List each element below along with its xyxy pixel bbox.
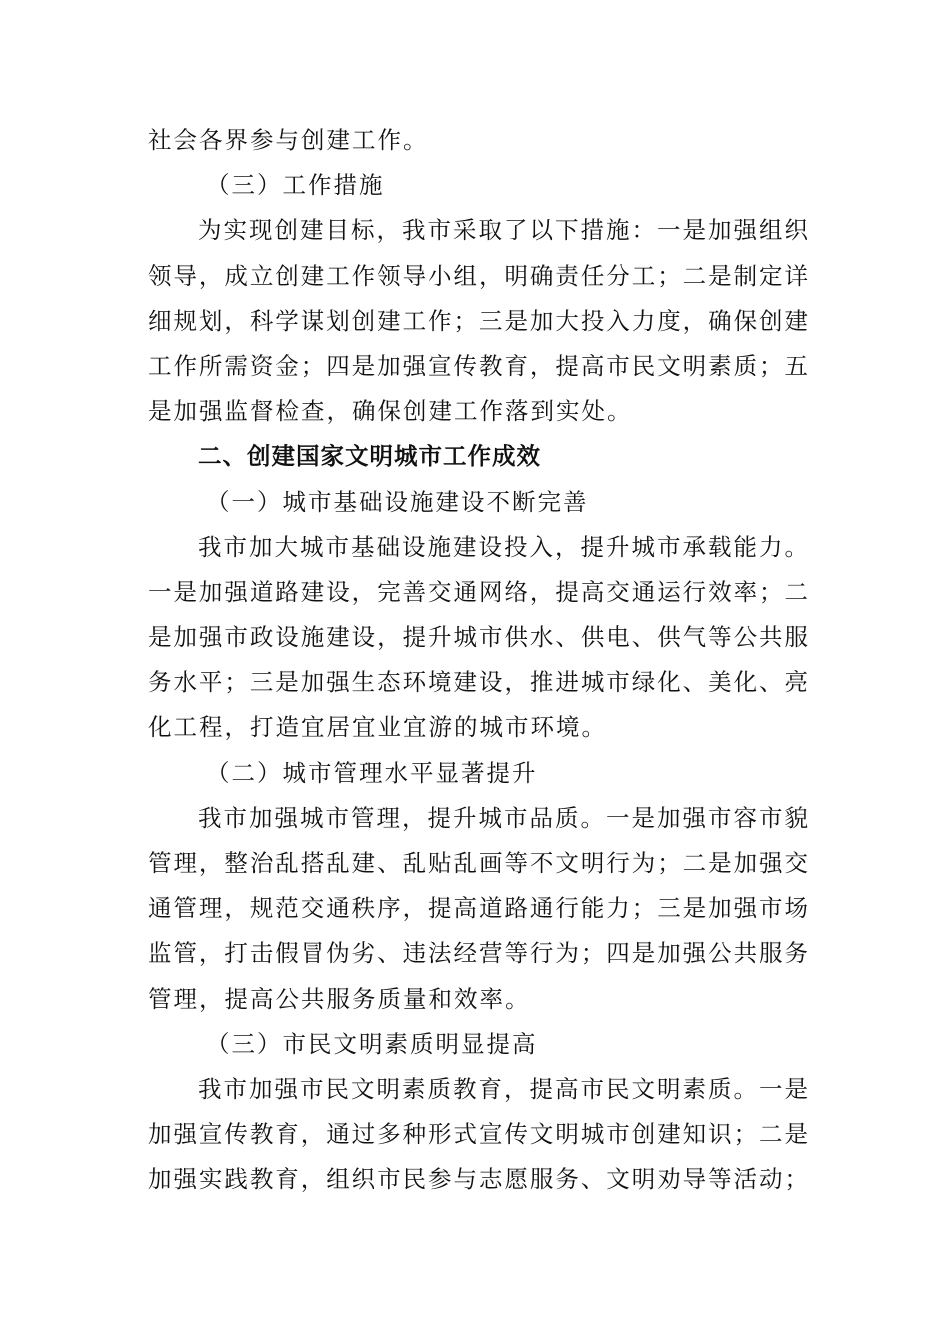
text-line: 化工程，打造宜居宜业宜游的城市环境。 [148, 713, 607, 742]
text-line: 管理，整治乱搭乱建、乱贴乱画等不文明行为；二是加强交 [148, 849, 808, 877]
subsection-heading: （二）城市管理水平显著提升 [206, 758, 538, 787]
text-line: 我市加强市民文明素质教育，提高市民文明素质。一是 [198, 1074, 808, 1103]
text-line: 加强宣传教育，通过多种形式宣传文明城市创建知识；二是 [148, 1120, 808, 1149]
text-line: 领导，成立创建工作领导小组，明确责任分工；二是制定详 [148, 261, 808, 290]
subsection-heading: （三）工作措施 [206, 171, 385, 200]
text-line: 我市加大城市基础设施建设投入，提升城市承载能力。 [198, 532, 808, 561]
text-line: 细规划，科学谋划创建工作；三是加大投入力度，确保创建 [148, 306, 808, 335]
subsection-heading: （一）城市基础设施建设不断完善 [206, 487, 589, 516]
text-line: 管理，提高公共服务质量和效率。 [148, 984, 531, 1013]
text-line: 社会各界参与创建工作。 [148, 126, 429, 154]
text-line: 是加强市政设施建设，提升城市供水、供电、供气等公共服 [148, 623, 808, 652]
subsection-heading: （三）市民文明素质明显提高 [206, 1029, 538, 1058]
text-line: 一是加强道路建设，完善交通网络，提高交通运行效率；二 [148, 577, 808, 606]
text-line: 通管理，规范交通秩序，提高道路通行能力；三是加强市场 [148, 894, 808, 923]
text-line: 是加强监督检查，确保创建工作落到实处。 [148, 397, 633, 426]
section-heading: 二、创建国家文明城市工作成效 [198, 442, 541, 471]
text-line: 加强实践教育，组织市民参与志愿服务、文明劝导等活动； [148, 1165, 808, 1194]
text-line: 我市加强城市管理，提升城市品质。一是加强市容市貌 [198, 803, 808, 832]
document-page [148, 118, 808, 1203]
text-line: 监管，打击假冒伪劣、违法经营等行为；四是加强公共服务 [148, 939, 808, 968]
text-line: 工作所需资金；四是加强宣传教育，提高市民文明素质；五 [148, 351, 808, 380]
text-line: 务水平；三是加强生态环境建设，推进城市绿化、美化、亮 [148, 668, 808, 697]
text-line: 为实现创建目标，我市采取了以下措施：一是加强组织 [198, 216, 808, 245]
